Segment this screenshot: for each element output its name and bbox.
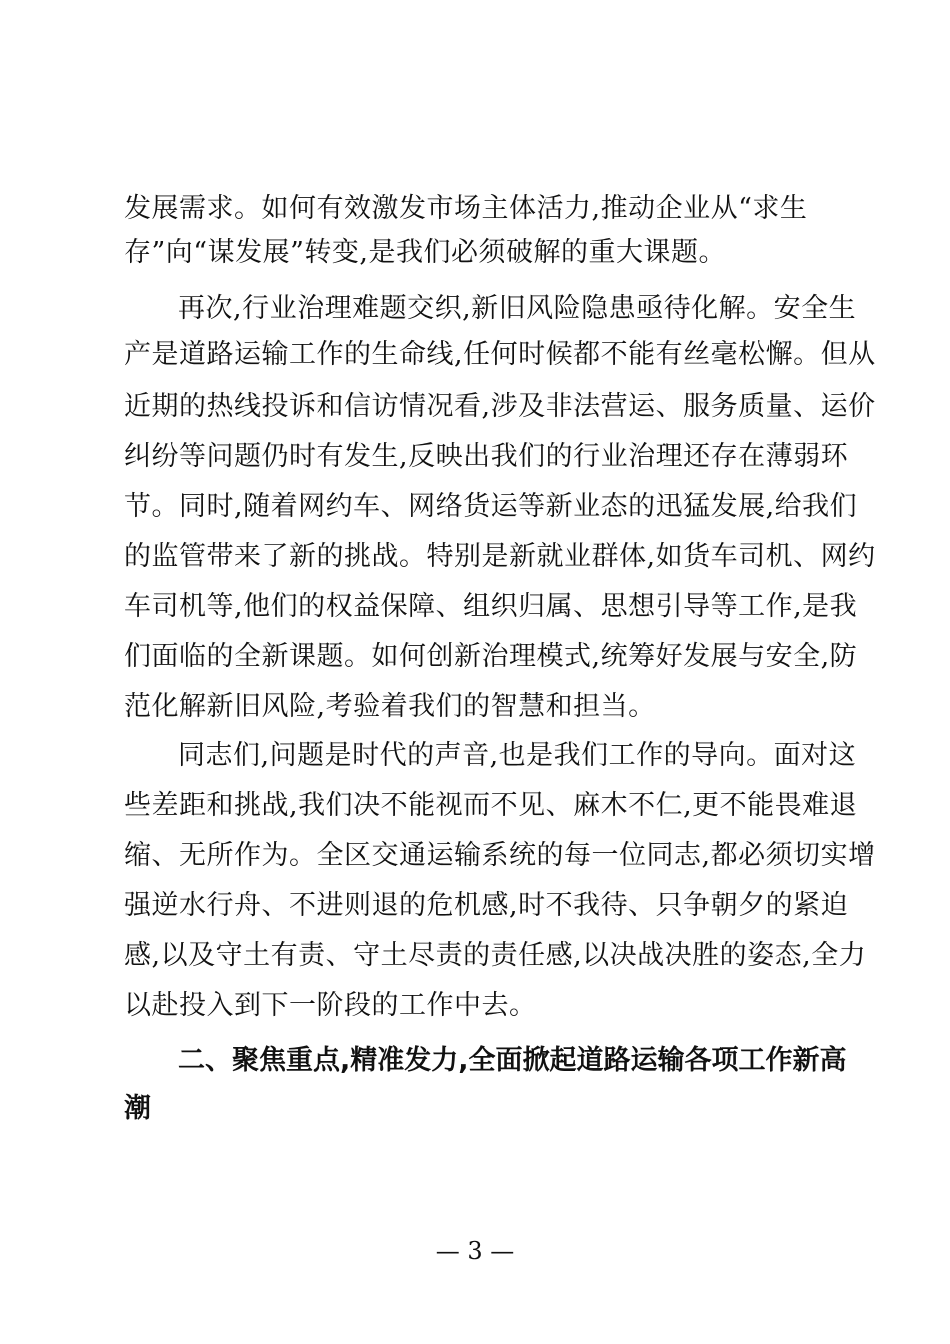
paragraph-line: 以赴投入到下一阶段的工作中去。 (124, 990, 537, 1021)
section-heading-continuation: 潮 (124, 1093, 151, 1124)
paragraph-line: 同志们,问题是时代的声音,也是我们工作的导向。面对这 (178, 740, 857, 771)
paragraph-line: 感,以及守土有责、守土尽责的责任感,以决战决胜的姿态,全力 (124, 940, 867, 971)
paragraph-line: 产是道路运输工作的生命线,任何时候都不能有丝毫松懈。但从 (124, 339, 876, 370)
paragraph-line: 再次,行业治理难题交织,新旧风险隐患亟待化解。安全生 (178, 293, 857, 324)
paragraph-line: 节。同时,随着网约车、网络货运等新业态的迅猛发展,给我们 (124, 491, 858, 522)
paragraph-line: 发展需求。如何有效激发市场主体活力,推动企业从“求生 (124, 193, 808, 224)
paragraph-line: 近期的热线投诉和信访情况看,涉及非法营运、服务质量、运价 (124, 391, 876, 422)
section-heading: 二、聚焦重点,精准发力,全面掀起道路运输各项工作新高 (178, 1045, 847, 1076)
paragraph-line: 存”向“谋发展”转变,是我们必须破解的重大课题。 (124, 237, 726, 268)
paragraph-line: 纠纷等问题仍时有发生,反映出我们的行业治理还存在薄弱环 (124, 441, 849, 472)
paragraph-line: 些差距和挑战,我们决不能视而不见、麻木不仁,更不能畏难退 (124, 790, 858, 821)
paragraph-line: 车司机等,他们的权益保障、组织归属、思想引导等工作,是我 (124, 591, 858, 622)
paragraph-line: 强逆水行舟、不进则退的危机感,时不我待、只争朝夕的紧迫 (124, 890, 849, 921)
paragraph-line: 缩、无所作为。全区交通运输系统的每一位同志,都必须切实增 (124, 840, 876, 871)
page-number: — 3 — (435, 1237, 515, 1265)
paragraph-line: 范化解新旧风险,考验着我们的智慧和担当。 (124, 691, 656, 722)
paragraph-line: 的监管带来了新的挑战。特别是新就业群体,如货车司机、网约 (124, 541, 876, 572)
paragraph-line: 们面临的全新课题。如何创新治理模式,统筹好发展与安全,防 (124, 641, 858, 672)
